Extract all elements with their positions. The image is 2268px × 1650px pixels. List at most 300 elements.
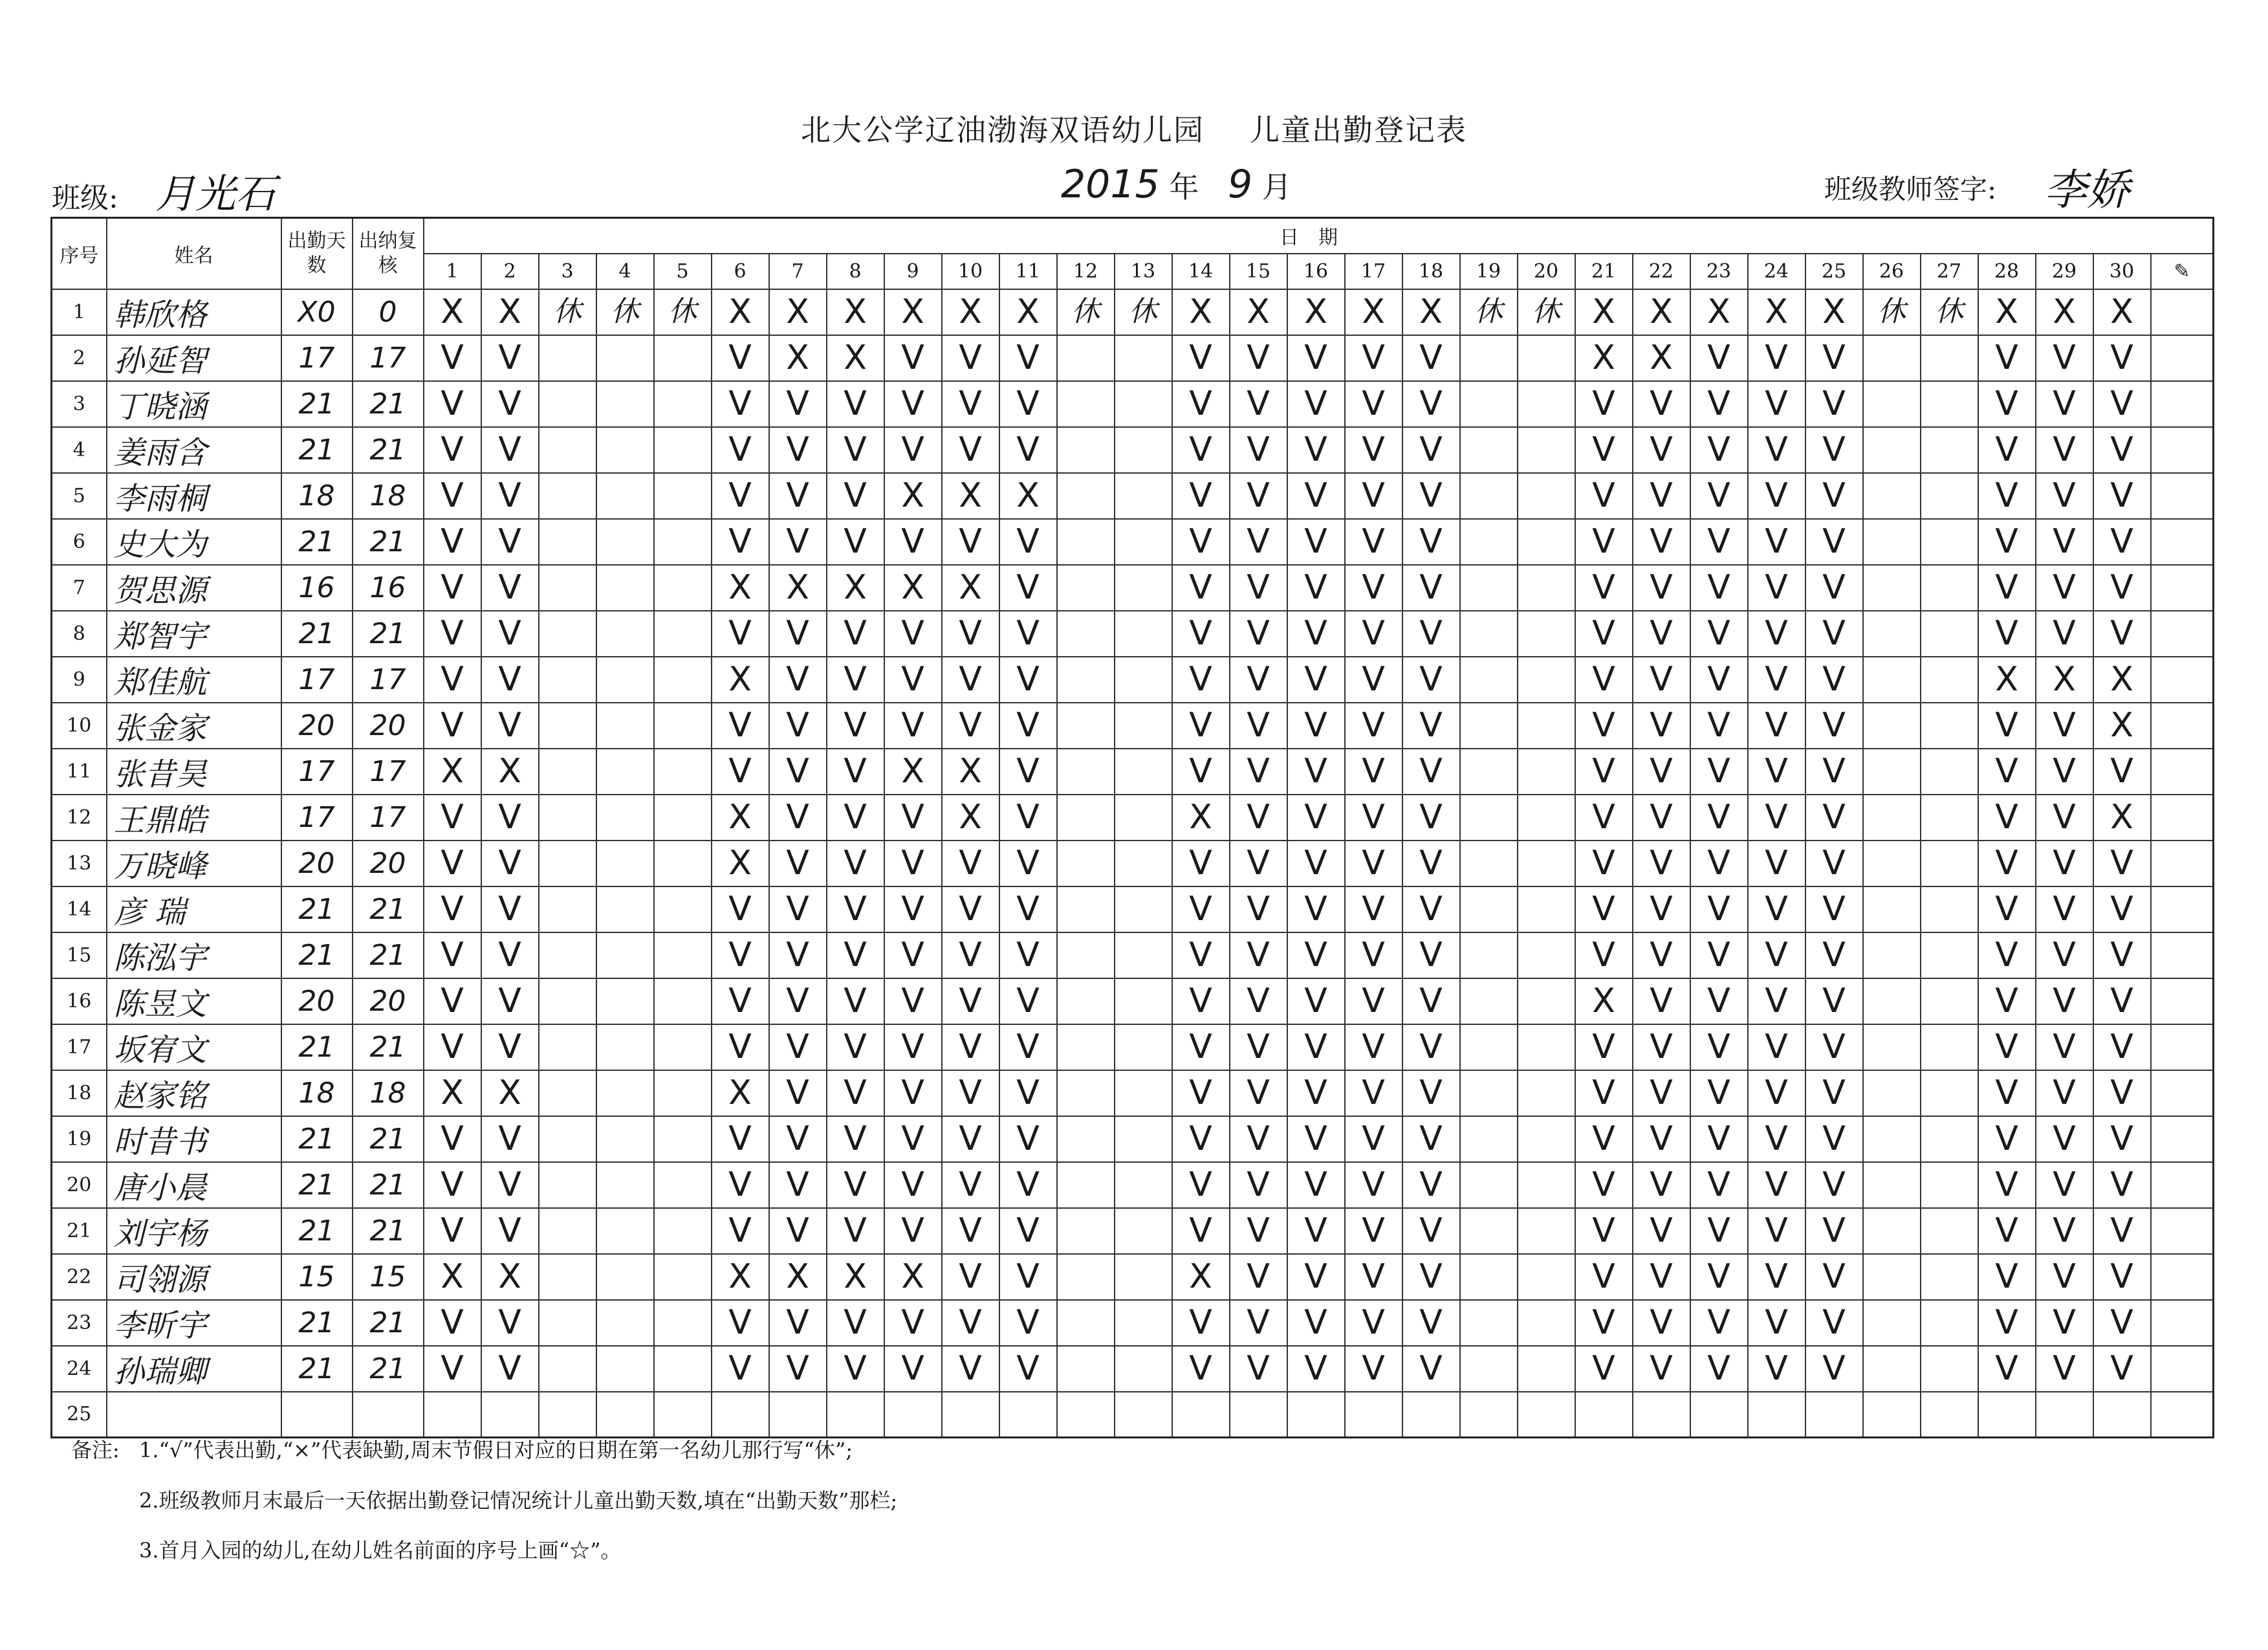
day-mark-cell [1863,749,1921,795]
day-mark-cell: X [827,335,884,381]
day-mark-cell [539,657,596,703]
day-mark-cell: X [2036,289,2093,335]
day-mark-cell: V [1690,1254,1748,1300]
day-mark-cell: V [1748,932,1805,978]
day-mark-cell: V [1978,1116,2036,1162]
day-mark-cell: V [884,611,942,657]
day-mark-cell [1057,978,1115,1024]
day-mark-cell: V [2093,932,2151,978]
day-mark-cell: V [1748,565,1805,611]
day-mark-cell: V [712,335,769,381]
day-mark-cell: V [999,335,1057,381]
seq-cell: 2 [52,335,107,381]
day-mark-cell [596,841,654,886]
day-mark-cell [2036,1392,2093,1438]
day-mark-cell: V [999,1070,1057,1116]
day-mark-cell: V [1633,1208,1690,1254]
day-mark-cell: V [1287,1300,1345,1346]
day-mark-cell: V [769,519,827,565]
day-mark-cell [596,565,654,611]
day-mark-cell: V [1978,611,2036,657]
day-mark-cell [2151,473,2214,519]
day-mark-cell: V [1748,1346,1805,1392]
day-mark-cell: V [942,1300,999,1346]
name-cell [107,1392,281,1438]
day-mark-cell [1863,657,1921,703]
day-header-4: 4 [596,254,654,289]
day-mark-cell: V [2036,932,2093,978]
day-mark-cell: X [712,841,769,886]
day-mark-cell: X [769,289,827,335]
day-mark-cell: V [1805,611,1863,657]
day-mark-cell [2151,749,2214,795]
seq-cell: 8 [52,611,107,657]
day-mark-cell: V [1287,473,1345,519]
day-mark-cell: V [481,657,539,703]
day-mark-cell: V [1748,1116,1805,1162]
day-mark-cell: V [1978,427,2036,473]
day-mark-cell [1460,841,1518,886]
day-mark-cell: V [424,703,481,749]
day-mark-cell: V [1633,1116,1690,1162]
day-mark-cell [1921,335,1978,381]
day-header-16: 16 [1287,254,1345,289]
day-mark-cell [1518,611,1575,657]
day-mark-cell: V [2036,1070,2093,1116]
day-mark-cell [1057,519,1115,565]
day-mark-cell [1575,1392,1633,1438]
day-mark-cell: V [1690,335,1748,381]
name-cell: 史大为 [107,519,281,565]
day-mark-cell: V [769,1024,827,1070]
teacher-signature: 李娇 [2044,165,2130,215]
check-cell: 21 [353,1116,424,1162]
day-mark-cell: V [1345,1116,1402,1162]
day-mark-cell: V [1690,1024,1748,1070]
day-mark-cell: V [481,565,539,611]
day-mark-cell [2151,1392,2214,1438]
day-mark-cell [1460,1024,1518,1070]
table-row [52,565,2214,611]
day-mark-cell: V [2036,795,2093,841]
day-mark-cell: V [1575,1208,1633,1254]
day-mark-cell: V [1978,335,2036,381]
day-mark-cell: X [1230,289,1287,335]
day-mark-cell: V [1690,841,1748,886]
day-mark-cell: V [2093,611,2151,657]
day-mark-cell: V [1690,657,1748,703]
day-header-3: 3 [539,254,596,289]
table-row [52,886,2214,932]
day-header-24: 24 [1748,254,1805,289]
day-mark-cell [1978,1392,2036,1438]
day-mark-cell: V [1575,1162,1633,1208]
day-mark-cell: V [1402,932,1460,978]
day-mark-cell: V [481,795,539,841]
day-mark-cell [1518,703,1575,749]
day-mark-cell [1460,1116,1518,1162]
day-mark-cell: V [1748,1300,1805,1346]
day-mark-cell: V [1172,978,1230,1024]
day-mark-cell [1748,1392,1805,1438]
day-mark-cell: V [884,1162,942,1208]
day-mark-cell [1460,381,1518,427]
day-mark-cell [1057,1208,1115,1254]
check-cell: 21 [353,381,424,427]
day-mark-cell: V [1690,1116,1748,1162]
day-mark-cell [1863,611,1921,657]
day-header-14: 14 [1172,254,1230,289]
day-mark-cell: V [1345,978,1402,1024]
table-row [52,1070,2214,1116]
day-mark-cell: V [1345,1208,1402,1254]
day-mark-cell: 休 [1863,289,1921,335]
day-mark-cell [654,381,712,427]
day-mark-cell [1921,1300,1978,1346]
day-mark-cell: X [712,1070,769,1116]
day-mark-cell: V [827,1208,884,1254]
day-mark-cell: V [827,795,884,841]
day-mark-cell: V [1402,657,1460,703]
day-mark-cell [1460,1162,1518,1208]
day-mark-cell: V [2036,749,2093,795]
day-mark-cell: X [1690,289,1748,335]
table-row [52,289,2214,335]
day-mark-cell [1518,1024,1575,1070]
days-count-cell: 21 [281,611,353,657]
seq-cell: 19 [52,1116,107,1162]
day-mark-cell [1460,473,1518,519]
table-row [52,1024,2214,1070]
day-mark-cell [2151,335,2214,381]
day-mark-cell [1921,841,1978,886]
day-mark-cell [2151,886,2214,932]
day-mark-cell: V [1805,841,1863,886]
day-mark-cell: 休 [1057,289,1115,335]
day-mark-cell: X [424,749,481,795]
day-mark-cell: V [1748,795,1805,841]
day-mark-cell [1460,427,1518,473]
day-mark-cell: V [1805,978,1863,1024]
day-mark-cell: V [1748,1208,1805,1254]
day-mark-cell: V [827,1070,884,1116]
day-mark-cell: V [1805,932,1863,978]
day-mark-cell: V [1345,703,1402,749]
day-mark-cell: V [2036,335,2093,381]
name-cell: 时昔书 [107,1116,281,1162]
name-cell: 赵家铭 [107,1070,281,1116]
day-header-30: 30 [2093,254,2151,289]
day-mark-cell: X [481,1070,539,1116]
day-mark-cell: V [999,427,1057,473]
day-mark-cell: V [884,1208,942,1254]
name-cell: 坂宥文 [107,1024,281,1070]
day-mark-cell: X [712,289,769,335]
check-cell: 21 [353,932,424,978]
day-mark-cell: V [999,1024,1057,1070]
day-mark-cell: V [2093,1024,2151,1070]
day-mark-cell [2151,1254,2214,1300]
day-mark-cell [539,795,596,841]
day-mark-cell [654,795,712,841]
day-mark-cell: V [769,1208,827,1254]
day-mark-cell [596,1162,654,1208]
day-mark-cell: V [1345,611,1402,657]
day-mark-cell: V [999,886,1057,932]
day-mark-cell: V [1748,611,1805,657]
day-mark-cell [1460,1346,1518,1392]
day-mark-cell [596,1116,654,1162]
day-mark-cell: X [2093,289,2151,335]
day-mark-cell [1863,1024,1921,1070]
day-mark-cell: V [1978,886,2036,932]
day-mark-cell [1518,565,1575,611]
day-mark-cell: V [1633,1070,1690,1116]
day-mark-cell [654,1254,712,1300]
day-mark-cell [539,1162,596,1208]
day-mark-cell [1518,657,1575,703]
day-mark-cell [1863,1254,1921,1300]
day-mark-cell: V [1230,1070,1287,1116]
name-cell: 韩欣格 [107,289,281,335]
day-mark-cell: V [1575,1346,1633,1392]
day-mark-cell: V [2036,519,2093,565]
day-mark-cell [654,841,712,886]
day-mark-cell: V [1748,1162,1805,1208]
day-mark-cell [1921,473,1978,519]
day-mark-cell [1863,795,1921,841]
day-mark-cell [1518,1070,1575,1116]
day-mark-cell: V [2093,886,2151,932]
day-mark-cell [1057,932,1115,978]
day-mark-cell: V [2036,565,2093,611]
seq-cell: 23 [52,1300,107,1346]
day-mark-cell: V [1230,611,1287,657]
day-mark-cell: V [1805,1024,1863,1070]
day-mark-cell: V [481,1162,539,1208]
day-mark-cell [654,749,712,795]
name-cell: 孙瑞卿 [107,1346,281,1392]
day-mark-cell: V [424,978,481,1024]
day-mark-cell: V [1633,611,1690,657]
day-mark-cell: X [999,473,1057,519]
day-mark-cell [1460,886,1518,932]
day-mark-cell: X [942,473,999,519]
day-mark-cell: V [827,1346,884,1392]
name-header: 姓名 [107,218,281,289]
day-header-17: 17 [1345,254,1402,289]
day-mark-cell [1057,1070,1115,1116]
day-mark-cell: V [1633,1300,1690,1346]
day-mark-cell [1518,1300,1575,1346]
day-mark-cell: V [827,381,884,427]
name-cell: 张昔昊 [107,749,281,795]
day-mark-cell [1518,427,1575,473]
day-mark-cell: V [1978,381,2036,427]
day-mark-cell [1863,886,1921,932]
day-mark-cell: V [2093,519,2151,565]
day-mark-cell: V [884,1024,942,1070]
check-cell: 21 [353,1024,424,1070]
day-mark-cell [654,978,712,1024]
day-mark-cell: X [2093,795,2151,841]
day-mark-cell [539,1254,596,1300]
day-mark-cell [1921,427,1978,473]
day-header-21: 21 [1575,254,1633,289]
day-mark-cell [1287,1392,1345,1438]
day-mark-cell [1518,335,1575,381]
attendance-table [50,217,2214,1438]
day-mark-cell [596,749,654,795]
day-mark-cell [539,1392,596,1438]
day-mark-cell: V [1172,841,1230,886]
day-mark-cell: V [2036,1300,2093,1346]
day-mark-cell: V [1748,749,1805,795]
day-mark-cell: V [424,1208,481,1254]
table-row [52,657,2214,703]
day-mark-cell: V [769,1162,827,1208]
day-mark-cell [827,1392,884,1438]
day-mark-cell: V [424,1116,481,1162]
day-mark-cell: X [827,565,884,611]
check-cell: 16 [353,565,424,611]
day-mark-cell: V [424,519,481,565]
day-mark-cell: V [1978,473,2036,519]
day-mark-cell: V [1287,795,1345,841]
check-cell: 21 [353,1300,424,1346]
day-mark-cell [1057,657,1115,703]
day-mark-cell: X [769,565,827,611]
day-mark-cell [1115,1024,1172,1070]
day-mark-cell: V [1690,1300,1748,1346]
day-mark-cell: V [1690,611,1748,657]
seq-cell: 22 [52,1254,107,1300]
days-count-cell: 18 [281,1070,353,1116]
day-mark-cell [654,473,712,519]
day-mark-cell: V [1345,932,1402,978]
day-mark-cell [654,427,712,473]
day-mark-cell: V [942,932,999,978]
day-mark-cell [2151,519,2214,565]
day-mark-cell: V [1287,565,1345,611]
day-mark-cell [1460,978,1518,1024]
day-mark-cell [1057,611,1115,657]
day-mark-cell: V [1345,841,1402,886]
day-mark-cell: V [1287,657,1345,703]
day-mark-cell: V [1172,519,1230,565]
day-mark-cell: V [2093,381,2151,427]
day-mark-cell: V [1402,1346,1460,1392]
day-mark-cell [1057,1300,1115,1346]
name-cell: 李雨桐 [107,473,281,519]
day-mark-cell: V [884,1346,942,1392]
day-mark-cell: V [481,703,539,749]
day-mark-cell: V [2093,335,2151,381]
day-mark-cell: V [884,335,942,381]
day-mark-cell: V [1690,1070,1748,1116]
day-mark-cell: X [424,1070,481,1116]
day-mark-cell: V [884,978,942,1024]
day-mark-cell: V [712,749,769,795]
day-mark-cell: V [1402,1070,1460,1116]
day-mark-cell [1115,1162,1172,1208]
check-header: 出纳复核 [353,218,424,289]
day-mark-cell [1921,381,1978,427]
day-mark-cell: V [481,841,539,886]
day-mark-cell: V [1287,886,1345,932]
day-mark-cell [2151,1162,2214,1208]
day-mark-cell: V [1748,886,1805,932]
day-mark-cell: V [2036,427,2093,473]
day-header-13: 13 [1115,254,1172,289]
day-mark-cell: V [1690,1346,1748,1392]
day-mark-cell [539,1300,596,1346]
day-mark-cell: X [481,749,539,795]
day-mark-cell: V [884,1300,942,1346]
seq-cell: 9 [52,657,107,703]
day-mark-cell [1518,886,1575,932]
day-mark-cell [1057,1116,1115,1162]
day-mark-cell [1921,886,1978,932]
day-mark-cell: V [1172,381,1230,427]
day-mark-cell [539,886,596,932]
day-mark-cell [2151,657,2214,703]
day-mark-cell: V [2036,381,2093,427]
day-mark-cell [1921,1024,1978,1070]
day-mark-cell [539,473,596,519]
day-mark-cell: X [1345,289,1402,335]
day-mark-cell [1863,1162,1921,1208]
day-header-31: ✎ [2151,254,2214,289]
day-mark-cell [1863,1070,1921,1116]
day-mark-cell: V [999,1116,1057,1162]
day-mark-cell [2151,1346,2214,1392]
day-mark-cell: V [884,795,942,841]
day-mark-cell: V [2036,473,2093,519]
days-count-cell: 20 [281,703,353,749]
check-cell: 20 [353,978,424,1024]
name-cell: 彦 瑞 [107,886,281,932]
days-header: 出勤天数 [281,218,353,289]
day-mark-cell: V [2093,427,2151,473]
day-mark-cell: V [1172,749,1230,795]
day-mark-cell: V [1345,427,1402,473]
day-mark-cell [1921,519,1978,565]
day-mark-cell: V [1633,1254,1690,1300]
day-mark-cell: V [1575,657,1633,703]
day-mark-cell: V [712,473,769,519]
day-mark-cell [1863,1392,1921,1438]
days-count-cell: 17 [281,749,353,795]
days-count-cell: 21 [281,886,353,932]
day-mark-cell: X [942,565,999,611]
day-mark-cell [1863,1346,1921,1392]
check-cell: 21 [353,427,424,473]
day-mark-cell [1057,749,1115,795]
day-mark-cell: V [999,841,1057,886]
name-cell: 郑佳航 [107,657,281,703]
day-mark-cell [1921,1116,1978,1162]
day-mark-cell: V [827,611,884,657]
check-cell: 18 [353,473,424,519]
day-mark-cell: X [942,795,999,841]
day-header-10: 10 [942,254,999,289]
month-label: 月 [1261,170,1292,204]
day-mark-cell [1115,1254,1172,1300]
day-mark-cell [596,657,654,703]
day-mark-cell: V [1633,381,1690,427]
day-mark-cell: V [1230,841,1287,886]
